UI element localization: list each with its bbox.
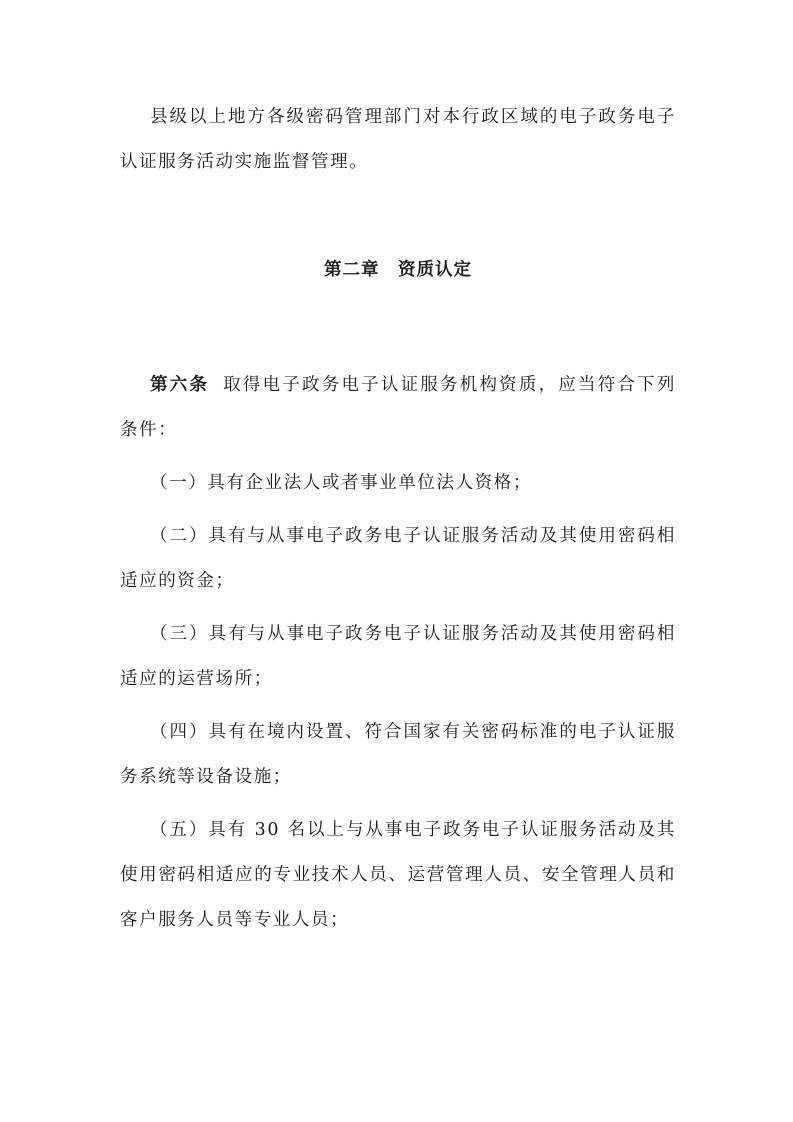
- list-item-4: （四）具有在境内设置、符合国家有关密码标准的电子认证服务系统等设备设施；: [120, 722, 676, 787]
- intro-paragraph: 县级以上地方各级密码管理部门对本行政区域的电子政务电子认证服务活动实施监督管理。: [120, 107, 676, 172]
- article-text: 取得电子政务电子认证服务机构资质，应当符合下列条件：: [120, 375, 676, 440]
- chapter-heading: 第二章 资质认定: [324, 260, 472, 280]
- list-item-3: （三）具有与从事电子政务电子认证服务活动及其使用密码相适应的运营场所；: [120, 624, 676, 689]
- article-label: 第六条: [150, 375, 210, 395]
- list-item-1: （一）具有企业法人或者事业单位法人资格；: [150, 473, 532, 493]
- list-item-5: （五）具有 30 名以上与从事电子政务电子认证服务活动及其使用密码相适应的专业技术人员、运营管理人员、安全管理人员和客户服务人员等专业人员；: [120, 820, 676, 930]
- list-item-2: （二）具有与从事电子政务电子认证服务活动及其使用密码相适应的资金；: [120, 526, 676, 591]
- article-paragraph: [120, 363, 676, 453]
